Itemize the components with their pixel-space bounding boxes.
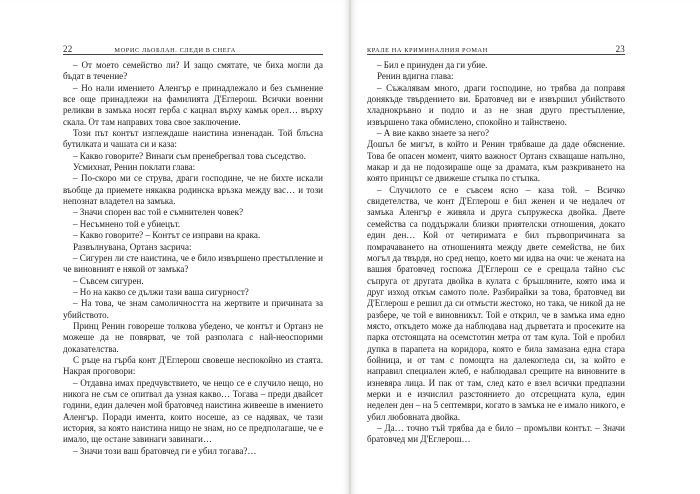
paragraph: – Да… точно тъй трябва да е било – промълви контът. – Значи братовчед ми Д'Еглерош… <box>367 423 625 445</box>
paragraph: Принц Ренин говореше толкова убедено, че контът и Ортанз не можеше да не повярват, че той разполага с най-неоспорими доказателства. <box>63 320 323 354</box>
paragraph: – Сигурен ли сте наистина, че е било извършено престъпление и че виновният е някой от замъка? <box>63 252 323 275</box>
left-page <box>0 0 349 494</box>
paragraph: – Какво говорите? – Контът се изправи на крака. <box>73 230 261 241</box>
paragraph: – Но нали имението Аленгър е принадлежало и без съмнение все още принадлежи на фамилията Д'Еглерош. Всички военни реликви в замъка носят герба с кацнал върху камък орел… върху скала. От там направих това свое заключение. <box>63 82 323 127</box>
paragraph: – Значи този ваш братовчед ги е убил тогава?… <box>73 445 257 456</box>
paragraph: – От моето семейство ли? И защо смятате, че биха могли да бъдат в течение? <box>63 60 323 82</box>
right-page-text <box>367 60 625 446</box>
paragraph: – На това, че знам самоличността на жертвите и причината за убийството. <box>63 298 323 320</box>
paragraph: – Несъмнено той е убиецът. <box>73 218 181 229</box>
paragraph: – Какво говорите? Винаги съм пренебрегвал това съседство. <box>73 150 306 161</box>
paragraph: – Значи спорен вас той е съмнителен човек? <box>73 207 244 218</box>
paragraph: Развълнувана, Ортанз засрича: <box>73 241 192 252</box>
page-number: 23 <box>615 44 625 54</box>
page-number: 22 <box>63 44 73 54</box>
paragraph: – Бил е принуден да ги убие. <box>377 60 488 70</box>
paragraph: Усмихнат, Ренин поклати глава: <box>73 162 196 173</box>
running-head: МОРИС ЛЬОБЛАН. СЛЕДИ В СНЕГА <box>114 47 236 54</box>
paragraph: – А вие какво знаете за него? <box>377 128 490 139</box>
running-head: КРАЛЕ НА КРИМИНАЛНИЯ РОМАН <box>367 47 488 54</box>
paragraph: – Съжалявам много, драги господине, но трябва да поправя донякъде твърдението ви. Братовчед ви е извършил убийството хладнокръвно и подло и аз не зная друго престъпление, извършено така обмислено, спокойно и тайнствено. <box>367 82 625 127</box>
right-page-header <box>367 42 625 55</box>
left-page-text <box>63 60 323 457</box>
paragraph: – Но на какво се дължи тази ваша сигурност? <box>73 286 249 297</box>
paragraph: – По-скоро ми се струва, драги господине, че не бихте искали въобще да приемете някаква родинска връзка между вас… и този непознат владетел на замъка. <box>63 173 323 207</box>
paragraph: Ренин вдигна глава: <box>377 71 454 82</box>
paragraph: – Съвсем сигурен. <box>73 275 144 286</box>
paragraph: – Отдавна имах предчувствието, че нещо се е случило нещо, но никога не съм се опитвал да узная какво… Тогава – преди двайсет години, един далечен мой братовчед наистина живееше в имението Аленгър. Поради имента, които носеше, аз се надявах, че тази история, за която наистина нищо не знам, но се предполагаше, че е имало, ще остане завинаги завинаги… <box>63 377 323 445</box>
paragraph: Дошъл бе мигът, в който и Ренин трябваше да даде обяснение. Това бе опасен момент, чиято важност Ортанз схващаше напълно, макар и да не подозираше още за драмата, към разкриването на която принцът се движеше стъпка по стъпка. <box>367 139 625 184</box>
paragraph: – Случилото се е съвсем ясно – каза той. – Всичко свидетелства, че конт Д'Еглерош е бил женен и че недалеч от замъка Аленгър е живяла и друга съпружеска двойка. Двете семейства са поддържали близки приятелски отношения, докато един ден… Кой от четиримата е бил първопричината за помрачаването на отношенията между двете семейства, не бих могъл да твърдя, но сред нещо, което ми идва на очи: че жената на вашия братовчед госпожа Д'Еглерош се е срещала тайно със съпруга от другата двойка в кулата с бръшляните, която има и друг изход откъм самото поле. Разбирайки за това, братовчед ви Д'Еглерош е решил да си отмъсти жестоко, но така, че никой да не разбере, че той е виновникът. Той е открил, че в замъка има едно място, откъдето може да наблюдава над дърветата и просеките на парка отстоящата на осемстотин метра от там кула. Той е пробил дупка в парапета на коридора, която е била замазана една стара бойница, и от там с помощта на далекогледа си, за който е направил специален жлеб, е наблюдавал срещите на виновните в изневяра лица. И пак от там, след като е взел всички предпазни мерки и е изчислил разстоянието до отсрещната кула, един неделен ден – на 5 септември, когато в замъка не е имало никого, е убил любовната двойка. <box>367 184 625 422</box>
right-page <box>351 0 700 494</box>
left-page-header <box>63 42 323 55</box>
paragraph: Този път контът изглеждаше наистина изненадан. Той блъсна бутилката и чашата си и каза: <box>63 128 323 150</box>
paragraph: С ръце на гърба конт Д'Еглерош свовеше неспокойно из стаята. Накрая проговори: <box>63 354 323 377</box>
